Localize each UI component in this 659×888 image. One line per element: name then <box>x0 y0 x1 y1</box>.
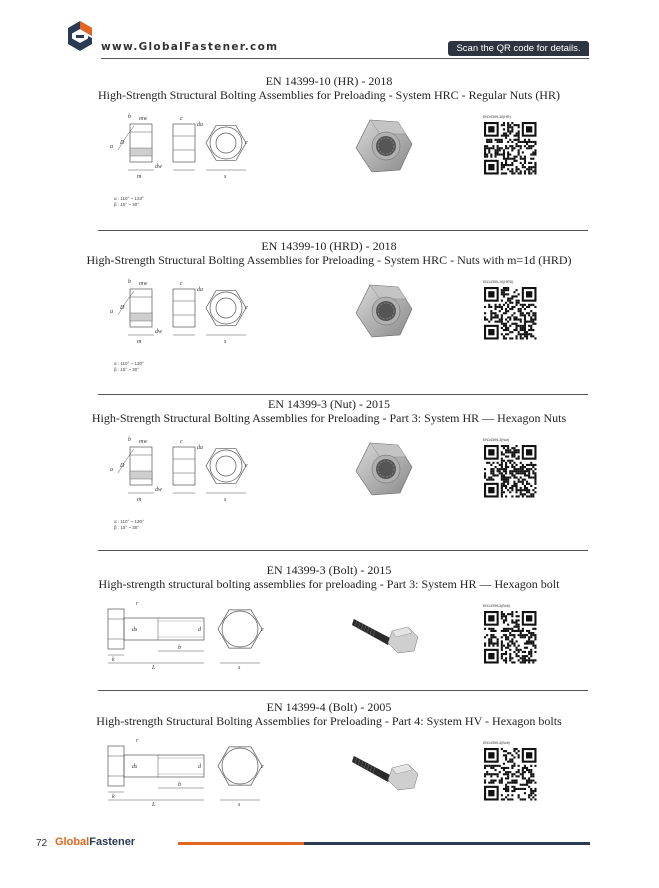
technical-drawing <box>98 597 268 677</box>
dimension-label: b <box>128 437 131 443</box>
technical-drawing <box>98 108 248 223</box>
qr-code-container[interactable] <box>482 279 538 341</box>
dimension-label: ds <box>132 764 138 770</box>
dimension-label: b <box>128 279 131 285</box>
dimension-label: m <box>137 339 142 345</box>
qr-code[interactable] <box>482 603 538 665</box>
hex-nut-photo <box>350 279 414 343</box>
standard-title: High-Strength Structural Bolting Assemblies for Preloading - Part 3: System HR — Hexagon Nuts <box>91 411 567 425</box>
product-section <box>70 397 588 557</box>
angle-note: β : 15° ~ 30° <box>114 525 140 530</box>
standard-code: EN 14399-4 (Bolt) - 2005 <box>266 700 392 714</box>
dimension-label: r <box>136 738 139 744</box>
standard-title: High-Strength Structural Bolting Assemblies for Preloading - System HRC - Nuts with m=1d (HRD) <box>86 253 572 267</box>
dimension-label: D <box>120 140 125 146</box>
product-photo <box>352 744 432 799</box>
angle-note: β : 15° ~ 30° <box>114 367 140 372</box>
standard-code: EN 14399-10 (HR) - 2018 <box>265 74 393 88</box>
dimension-label: b <box>178 645 181 651</box>
section-divider <box>98 690 588 691</box>
qr-code-container[interactable] <box>482 437 538 499</box>
dimension-label: da <box>197 287 203 293</box>
nut-side-view-2 <box>173 124 195 162</box>
nut-top-view <box>206 449 246 484</box>
qr-code[interactable] <box>482 114 538 176</box>
dimension-label: d <box>198 627 201 633</box>
dimension-label: L <box>152 802 156 808</box>
qr-caption: EN14399-4(Bolt) <box>483 741 510 745</box>
nut-side-view <box>130 447 152 485</box>
qr-caption: EN14399-3(Bolt) <box>483 604 510 608</box>
product-section <box>70 563 588 723</box>
technical-drawing <box>98 431 248 546</box>
dimension-label: e <box>245 140 248 146</box>
qr-code[interactable] <box>482 437 538 499</box>
footer-brand-fastener: Fastener <box>89 836 136 848</box>
angle-note: α : 110° ~ 133° <box>114 196 144 201</box>
standard-code: EN 14399-3 (Bolt) - 2015 <box>266 563 392 577</box>
qr-code-container[interactable] <box>482 603 538 665</box>
hex-bolt-photo <box>352 607 432 657</box>
standard-title: High-Strength Structural Bolting Assemblies for Preloading - System HRC - Regular Nuts (HR) <box>98 88 560 102</box>
section-divider <box>98 230 588 231</box>
dimension-label: b <box>128 114 131 120</box>
dimension-label: c <box>180 116 183 122</box>
standard-code: EN 14399-3 (Nut) - 2015 <box>268 397 390 411</box>
footer-accent-line <box>178 842 304 845</box>
qr-caption: EN14399-10(HRD) <box>483 280 514 284</box>
qr-notice-badge: Scan the QR code for details. <box>448 41 589 56</box>
product-section <box>70 700 588 860</box>
dimension-label: mw <box>139 439 148 445</box>
dimension-label: k <box>112 794 115 800</box>
brand-url[interactable]: www.GlobalFastener.com <box>101 41 279 53</box>
bolt-head-top <box>218 747 262 785</box>
dimension-label: D <box>120 305 125 311</box>
dimension-label: s <box>238 802 241 808</box>
dimension-label: c <box>180 281 183 287</box>
dimension-label: s <box>224 497 227 503</box>
dimension-label: a <box>110 144 113 150</box>
dimension-label: b <box>178 782 181 788</box>
qr-code[interactable] <box>482 279 538 341</box>
footer-brand-global: Global <box>55 836 90 848</box>
standard-title: High-strength Structural Bolting Assemblies for Preloading - Part 4: System HV - Hexagon bolts <box>96 714 562 728</box>
bolt-technical-drawing <box>98 597 268 672</box>
dimension-label: dw <box>155 164 163 170</box>
product-photo <box>352 607 432 662</box>
hex-nut-photo <box>350 437 414 501</box>
dimension-label: L <box>152 665 156 671</box>
product-photo <box>350 437 414 506</box>
dimension-label: D <box>120 463 125 469</box>
footer-rule <box>304 842 590 845</box>
thread-section <box>130 313 152 321</box>
dimension-label: c <box>180 439 183 445</box>
dimension-label: mw <box>139 281 148 287</box>
standard-title: High-strength structural bolting assemblies for preloading - Part 3: System HR — Hexagon bolt <box>98 577 560 591</box>
header-divider <box>101 58 589 59</box>
dimension-label: s <box>224 339 227 345</box>
angle-note: β : 15° ~ 30° <box>114 202 140 207</box>
dimension-label: a <box>110 309 113 315</box>
product-section <box>70 239 588 399</box>
hex-nut-photo <box>350 114 414 178</box>
qr-code-container[interactable] <box>482 740 538 802</box>
dimension-label: m <box>137 497 142 503</box>
product-photo <box>350 279 414 348</box>
technical-drawing <box>98 273 248 388</box>
nut-technical-drawing <box>98 108 248 218</box>
dimension-label: e <box>245 463 248 469</box>
dimension-label: mw <box>139 116 148 122</box>
section-divider <box>98 550 588 551</box>
dimension-label: a <box>110 467 113 473</box>
dimension-label: da <box>197 445 203 451</box>
bolt-technical-drawing <box>98 734 268 809</box>
product-photo <box>350 114 414 183</box>
dimension-label: e <box>261 627 264 633</box>
technical-drawing <box>98 734 268 814</box>
dimension-label: ds <box>132 627 138 633</box>
nut-top-view <box>206 126 246 161</box>
global-fastener-logo-icon <box>67 20 93 52</box>
qr-code[interactable] <box>482 740 538 802</box>
qr-code-container[interactable] <box>482 114 538 176</box>
thread-section <box>130 148 152 156</box>
angle-note: α : 110° ~ 130° <box>114 519 144 524</box>
angle-note: α : 110° ~ 130° <box>114 361 144 366</box>
nut-side-view-2 <box>173 447 195 485</box>
bolt-head-side <box>108 746 124 786</box>
nut-technical-drawing <box>98 273 248 383</box>
footer-brand <box>55 836 135 848</box>
hex-bolt-photo <box>352 744 432 794</box>
nut-side-view <box>130 289 152 327</box>
dimension-label: dw <box>155 487 163 493</box>
nut-side-view-2 <box>173 289 195 327</box>
dimension-label: d <box>198 764 201 770</box>
dimension-label: e <box>261 764 264 770</box>
page-header <box>0 0 659 62</box>
qr-caption: EN14399-3(Nut) <box>483 438 510 442</box>
dimension-label: s <box>238 665 241 671</box>
dimension-label: e <box>245 305 248 311</box>
dimension-label: dw <box>155 329 163 335</box>
nut-technical-drawing <box>98 431 248 541</box>
page-number: 72 <box>36 838 48 849</box>
product-section <box>70 74 588 234</box>
dimension-label: k <box>112 657 115 663</box>
section-divider <box>98 394 588 395</box>
dimension-label: s <box>224 174 227 180</box>
dimension-label: da <box>197 122 203 128</box>
thread-section <box>130 471 152 479</box>
dimension-label: m <box>137 174 142 180</box>
nut-side-view <box>130 124 152 162</box>
bolt-head-top <box>218 610 262 648</box>
dimension-label: r <box>136 601 139 607</box>
nut-top-view <box>206 291 246 326</box>
bolt-head-side <box>108 609 124 649</box>
qr-caption: EN14399-10(HR) <box>483 115 511 119</box>
standard-code: EN 14399-10 (HRD) - 2018 <box>261 239 397 253</box>
